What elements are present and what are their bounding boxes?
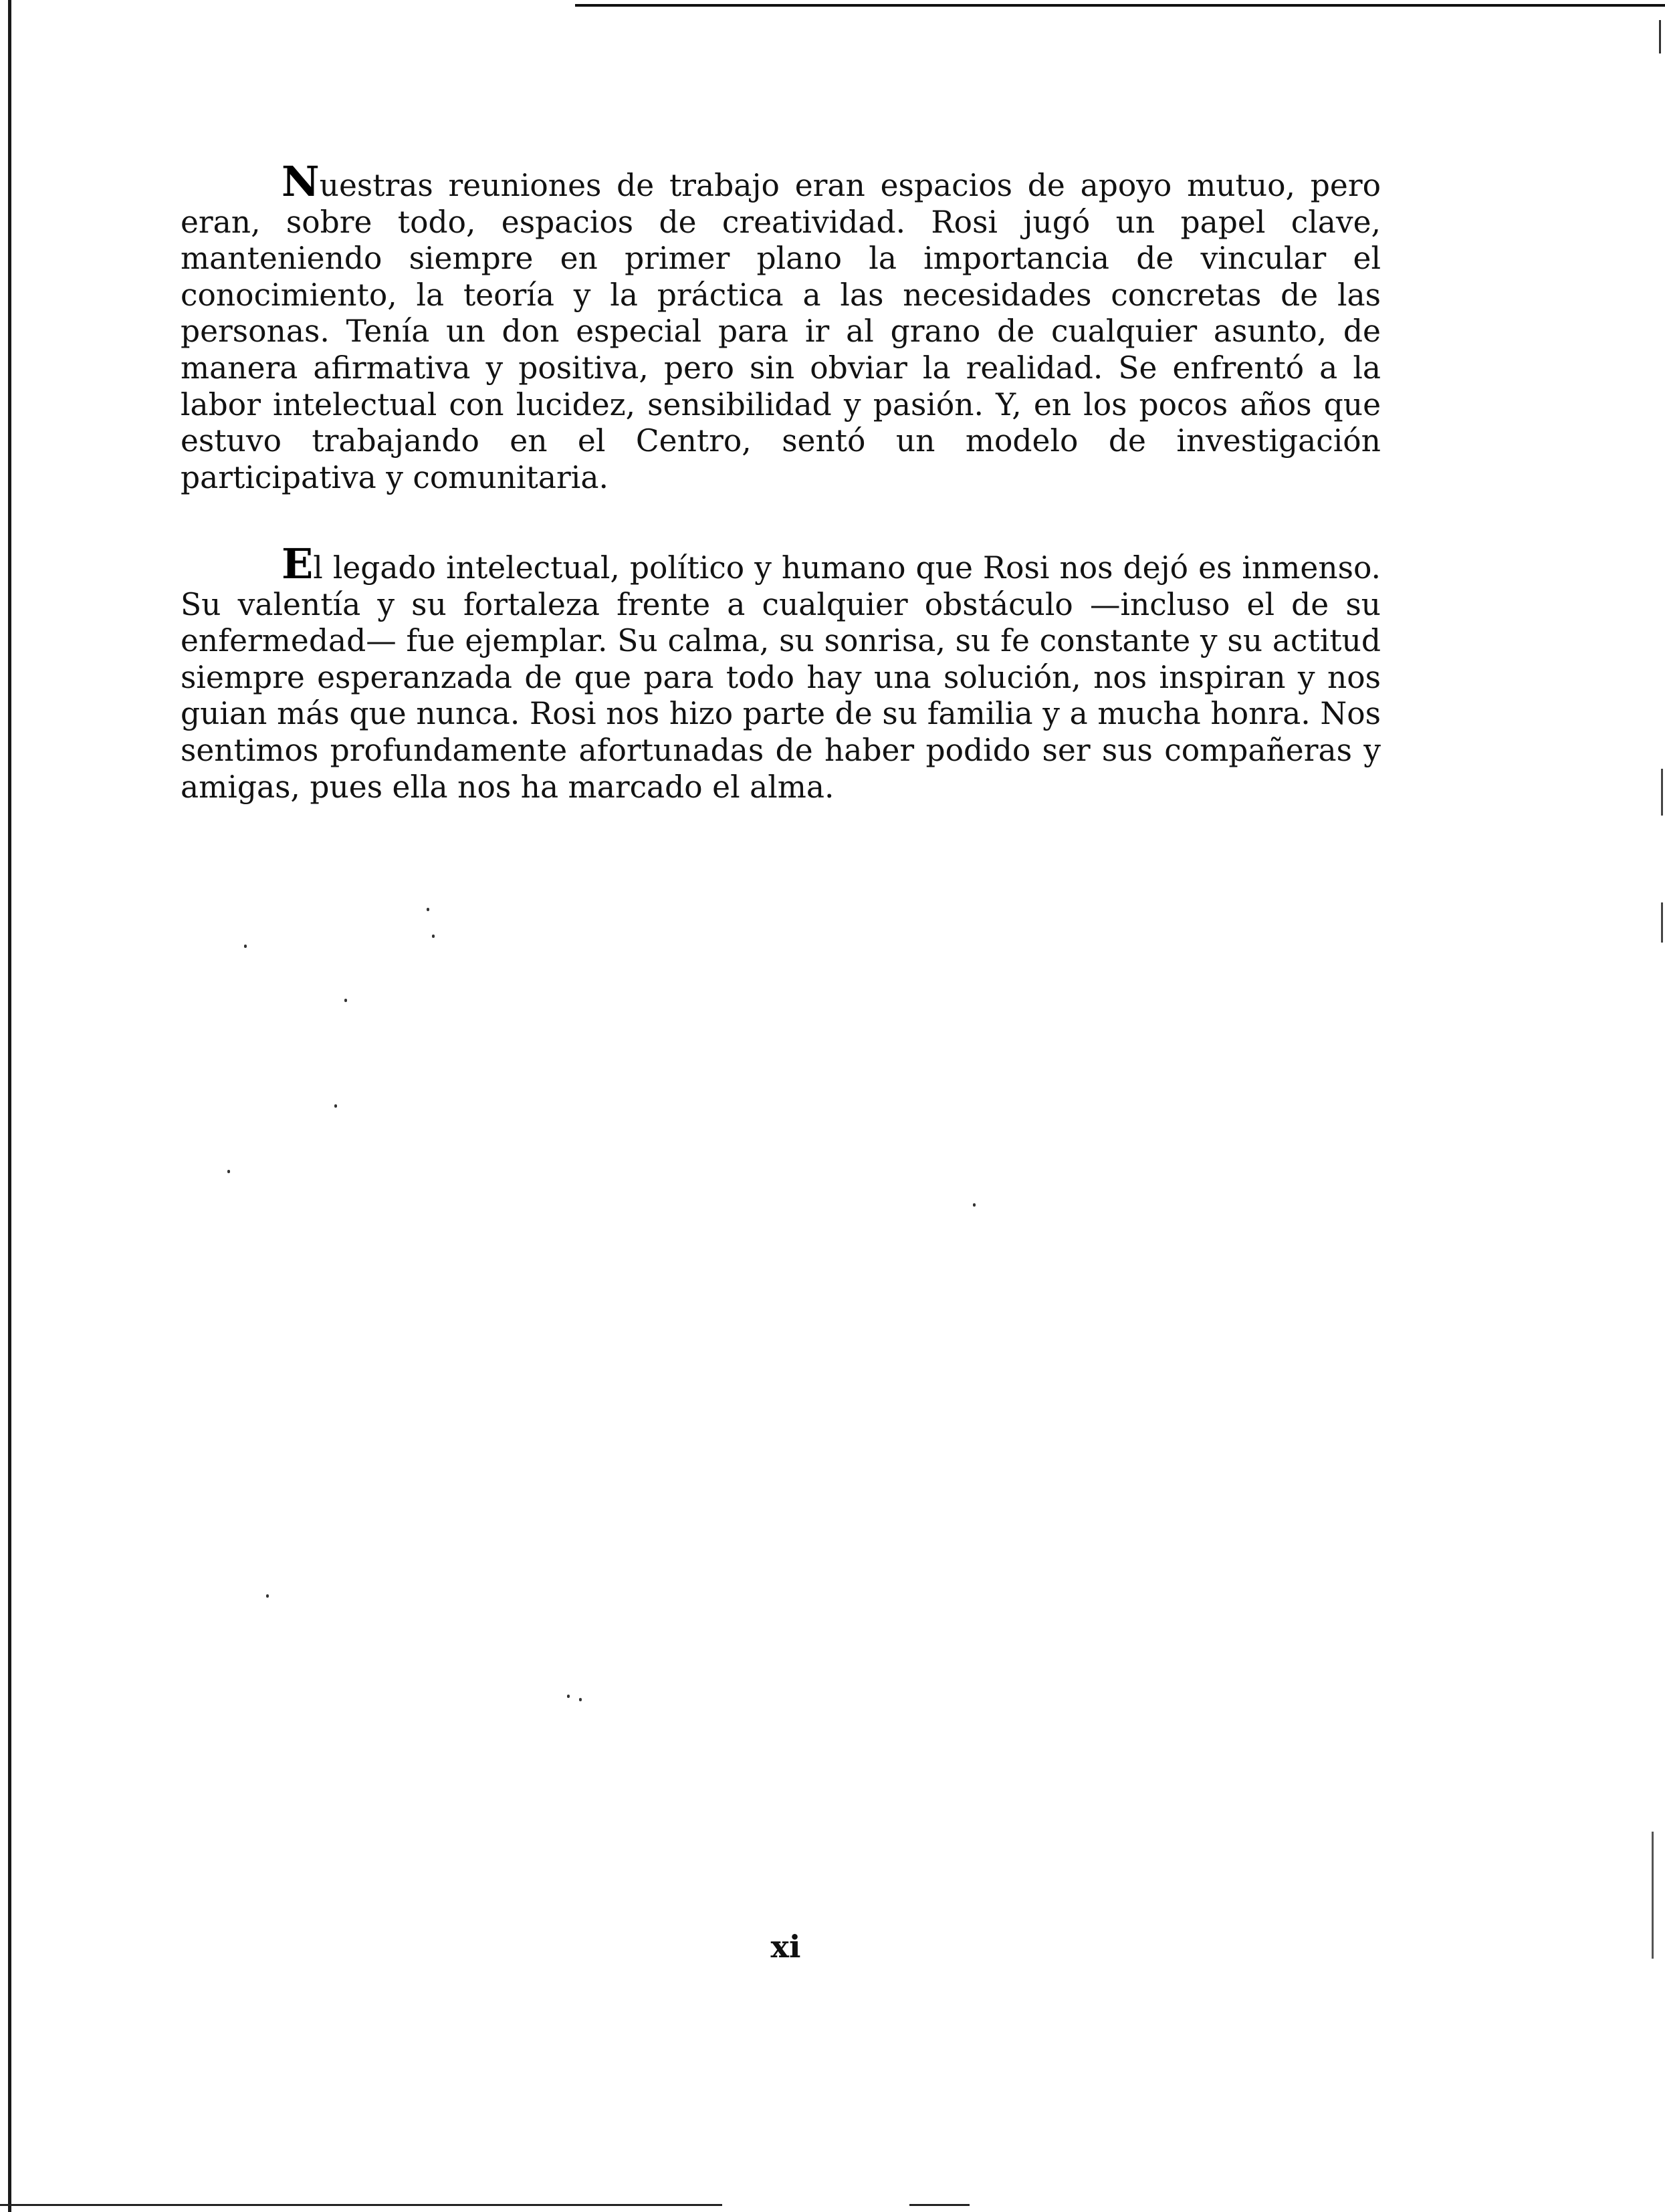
drop-cap-initial: N [282,157,320,206]
scan-speck [334,1104,337,1108]
paragraph-text: uestras reuniones de trabajo eran espacios de apoyo mutuo, pero eran, sobre todo, espacios de creatividad. Rosi jugó un papel clave, manteniendo siempre en primer plano la importancia de vincular el conocimiento, la teoría y la práctica a las necesidades concretas de las personas. Tenía un don especial para ir al grano de cualquier asunto, de manera afirmativa y positiva, pero sin obviar la realidad. Se enfrentó a la labor intelectual con lucidez, sensibilidad y pasión. Y, en los pocos años que estuvo trabajando en el Centro, sentó un modelo de investigación participativa y comunitaria. [181,168,1381,495]
drop-cap-initial: E [282,539,314,588]
paragraph-1 [181,157,1381,496]
scan-speck [973,1203,976,1207]
scan-speck [567,1695,570,1698]
scan-edge-right-mark [1652,1832,1654,1959]
paragraph-text: l legado intelectual, político y humano que Rosi nos dejó es inmenso. Su valentía y su fortaleza frente a cualquier obstáculo —incluso el de su enfermedad— fue ejemplar. Su calma, su sonrisa, su fe constante y su actitud siempre esperanzada de que para todo hay una solución, nos inspiran y nos guian más que nunca. Rosi nos hizo parte de su familia y a mucha honra. Nos sentimos profundamente afortunadas de haber podido ser sus compañeras y amigas, pues ella nos ha marcado el alma. [181,550,1381,805]
scan-edge-top [575,4,1665,7]
scan-speck [266,1594,269,1598]
scan-speck [244,945,247,948]
scan-speck [344,999,347,1002]
scan-speck [227,1170,230,1173]
scan-edge-right-mark [1659,20,1661,53]
page-number: xi [770,1929,801,1965]
scan-speck [579,1698,582,1701]
scan-speck [432,935,435,938]
scan-edge-left [8,0,11,2212]
paragraph-2 [181,539,1381,806]
scan-edge-right-mark [1661,769,1663,816]
scan-edge-bottom-fragment [909,2204,970,2206]
scan-edge-right-mark [1661,902,1663,943]
scan-edge-bottom [0,2204,722,2206]
scan-speck [427,908,429,911]
